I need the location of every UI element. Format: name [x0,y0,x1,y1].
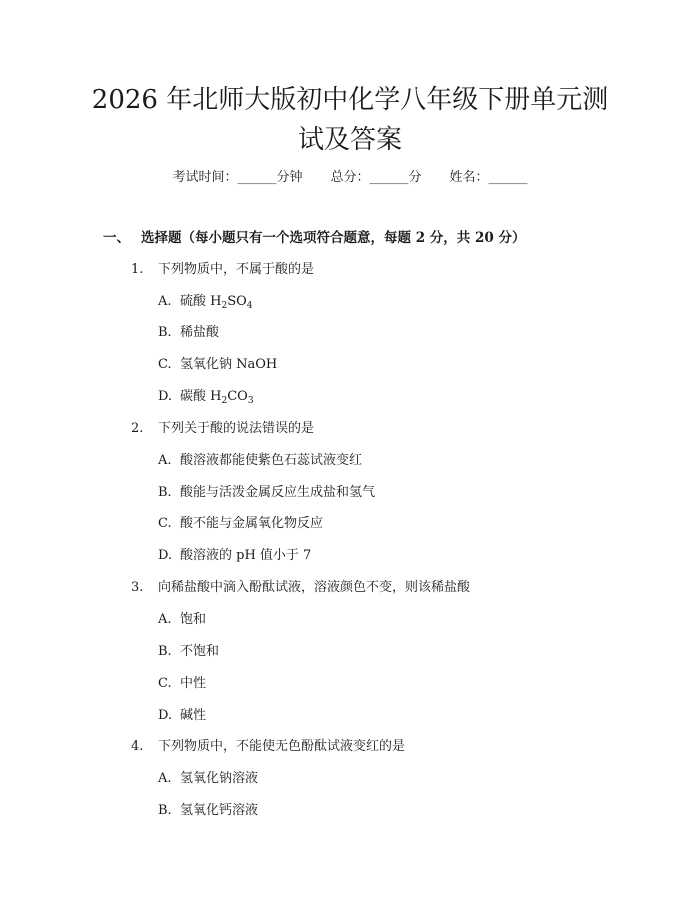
option-letter: A. [158,771,172,786]
question-3 [131,578,470,598]
score-label: 总分： [330,170,370,185]
option-text: 酸溶液的 pH 值小于 7 [180,548,312,563]
option-text: 酸不能与金属氧化物反应 [180,516,324,531]
name-label: 姓名： [449,170,489,185]
option-text: 碱性 [180,708,207,723]
option-text: 氢氧化钙溶液 [180,803,259,818]
option-letter: D. [158,548,173,563]
option-text-mid: SO [227,294,247,309]
option-text: 酸能与活泼金属反应生成盐和氢气 [180,485,376,500]
question-4-option-a [158,769,258,789]
document-title-line-1: 2026 年北师大版初中化学八年级下册单元测 [91,85,609,115]
option-text: 酸溶液都能使紫色石蕊试液变红 [180,453,363,468]
question-4-option-b [158,801,258,821]
question-number: 4. [131,739,144,754]
option-text: 硫酸 H [180,294,222,309]
time-label: 考试时间： [172,170,238,185]
question-number: 3. [131,580,144,595]
subscript: 2 [221,301,228,311]
time-blank: ______ [237,170,277,185]
option-text: 饱和 [180,612,207,627]
question-1-option-a [158,292,253,312]
question-number: 2. [131,421,144,436]
option-letter: A. [158,294,172,309]
document-title-line-2: 试及答案 [297,125,402,155]
question-1-option-b [158,323,219,343]
question-text: 向稀盐酸中滴入酚酞试液，溶液颜色不变，则该稀盐酸 [158,580,471,595]
question-4 [131,737,405,757]
option-letter: D. [158,389,173,404]
section-title: 选择题（每小题只有一个选项符合题意，每题 2 分，共 20 分） [141,230,526,246]
option-letter: C. [158,357,172,372]
question-3-option-d [158,706,206,726]
question-3-option-c [158,674,206,694]
option-letter: B. [158,485,172,500]
subscript: 4 [246,301,253,311]
question-2-option-b [158,483,375,503]
option-letter: B. [158,325,172,340]
time-unit: 分钟 [276,170,303,185]
option-text-mid: CO [227,389,248,404]
option-letter: D. [158,708,173,723]
question-2-option-a [158,451,362,471]
question-text: 下列物质中，不能使无色酚酞试液变红的是 [158,739,406,754]
option-text: 碳酸 H [180,389,222,404]
option-letter: C. [158,676,172,691]
question-1 [131,260,314,280]
question-2 [131,419,314,439]
question-1-option-c [158,355,277,375]
option-letter: B. [158,644,172,659]
subscript: 2 [221,396,228,406]
option-letter: A. [158,453,172,468]
question-1-option-d [158,387,254,407]
option-text: 氢氧化钠溶液 [180,771,259,786]
question-3-option-b [158,642,219,662]
option-letter: C. [158,516,172,531]
option-letter: B. [158,803,172,818]
question-number: 1. [131,262,144,277]
option-letter: A. [158,612,172,627]
exam-meta-line [0,168,700,188]
option-text: 稀盐酸 [180,325,220,340]
question-2-option-d [158,546,311,566]
score-blank: ______ [369,170,409,185]
section-heading-choice [103,228,525,248]
option-text: 氢氧化钠 NaOH [180,357,278,372]
question-text: 下列关于酸的说法错误的是 [158,421,315,436]
score-unit: 分 [408,170,422,185]
name-blank: ______ [488,170,528,185]
question-2-option-c [158,514,323,534]
option-text: 不饱和 [180,644,220,659]
question-3-option-a [158,610,206,630]
option-text: 中性 [180,676,207,691]
question-text: 下列物质中，不属于酸的是 [158,262,315,277]
subscript: 3 [247,396,254,406]
section-number: 一、 [103,230,130,246]
